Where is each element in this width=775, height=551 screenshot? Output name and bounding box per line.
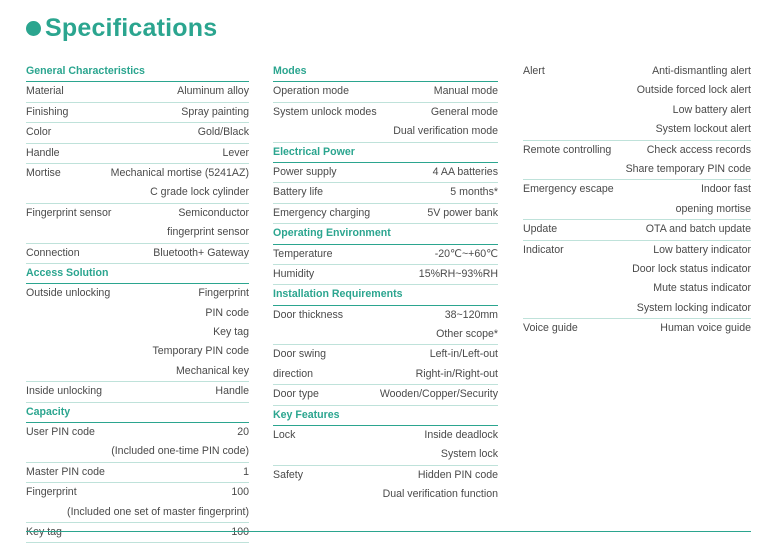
spec-value: System lock (440, 448, 498, 461)
section-header-label: Electrical Power (273, 145, 355, 158)
spec-label: Connection (26, 246, 80, 259)
spec-label: Update (523, 223, 558, 236)
spec-label: direction (273, 367, 314, 380)
spec-value: Mechanical key (175, 364, 249, 377)
spec-row (523, 200, 751, 220)
spec-row (523, 220, 751, 240)
spec-row (523, 279, 751, 298)
spec-value: 4 AA batteries (432, 165, 498, 178)
spec-row (273, 345, 498, 364)
section-header (26, 264, 249, 284)
spec-label: System unlock modes (273, 105, 377, 118)
spec-row (26, 223, 249, 243)
spec-row (26, 503, 249, 523)
spec-label: Fingerprint sensor (26, 206, 112, 219)
spec-row (26, 483, 249, 502)
section-header-label: Modes (273, 65, 307, 77)
spec-value: Temporary PIN code (152, 345, 249, 358)
spec-label: Outside unlocking (26, 287, 111, 300)
spec-row (273, 306, 498, 325)
spec-label: Master PIN code (26, 465, 105, 478)
spec-value (62, 523, 249, 542)
spec-row (523, 141, 751, 160)
spec-label: Operation mode (273, 85, 349, 98)
spec-value: Inside deadlock (424, 429, 498, 442)
spec-value: Outside forced lock alert (636, 84, 751, 97)
spec-label: Color (26, 126, 52, 139)
section-header (273, 285, 498, 305)
spec-label: Safety (273, 468, 304, 481)
section-header (273, 62, 498, 82)
spec-row (523, 180, 751, 199)
spec-row (273, 103, 498, 122)
spec-label: Mortise (26, 166, 61, 179)
spec-row (523, 62, 751, 81)
spec-row (26, 304, 249, 323)
spec-row (273, 122, 498, 142)
spec-value: 15%RH~93%RH (418, 267, 498, 280)
spec-label: Emergency charging (273, 206, 371, 219)
spec-label: Door type (273, 388, 319, 401)
spec-row (273, 365, 498, 385)
spec-label: Fingerprint (26, 486, 77, 499)
bottom-divider (26, 531, 751, 532)
spec-value: opening mortise (675, 202, 751, 215)
spec-label: Alert (523, 65, 545, 77)
spec-row (26, 183, 249, 203)
spec-value: PIN code (205, 306, 249, 319)
spec-value: Handle (215, 385, 249, 398)
spec-row (26, 284, 249, 303)
spec-value: 1 (243, 465, 249, 478)
spec-value: 20 (237, 426, 249, 439)
spec-row (273, 485, 498, 504)
spec-value: Aluminum alloy (177, 85, 249, 98)
spec-row (26, 362, 249, 382)
spec-label: Lock (273, 429, 296, 442)
spec-value: 5V power bank (427, 206, 498, 219)
spec-row (26, 164, 249, 183)
spec-label: Remote controlling (523, 143, 612, 156)
section-header-label: Access Solution (26, 266, 109, 279)
spec-value: Right-in/Right-out (415, 367, 498, 380)
spec-label: Battery life (273, 186, 324, 199)
spec-row (26, 144, 249, 164)
spec-value: Low battery indicator (653, 243, 751, 256)
spec-row (26, 82, 249, 102)
spec-value: 100 (231, 486, 249, 499)
spec-row (523, 299, 751, 319)
spec-row (26, 323, 249, 342)
spec-value: 38~120mm (444, 308, 498, 321)
spec-value: Manual mode (433, 85, 498, 98)
spec-value: Other scope* (436, 328, 498, 341)
spec-value: Semiconductor (178, 206, 249, 219)
spec-value: Hidden PIN code (417, 468, 498, 481)
spec-value: Door lock status indicator (632, 262, 751, 275)
spec-value: Spray painting (181, 105, 249, 118)
spec-value: Share temporary PIN code (625, 162, 751, 175)
spec-row (26, 103, 249, 123)
spec-label: Inside unlocking (26, 385, 102, 398)
spec-row (273, 445, 498, 465)
spec-row (273, 183, 498, 203)
spec-row (523, 319, 751, 338)
spec-label: Door thickness (273, 308, 344, 321)
spec-row (523, 101, 751, 120)
spec-row (523, 81, 751, 100)
spec-value: Key tag (213, 326, 249, 339)
section-header-label: General Characteristics (26, 65, 145, 77)
spec-label: Temperature (273, 247, 333, 260)
spec-row (26, 244, 249, 264)
spec-value: Fingerprint (198, 287, 249, 300)
spec-row (523, 120, 751, 140)
spec-row (273, 385, 498, 405)
spec-row (273, 426, 498, 445)
spec-row (273, 82, 498, 102)
column-modes (273, 62, 498, 505)
section-header-label: Capacity (26, 405, 71, 418)
spec-row (26, 204, 249, 223)
spec-label: Finishing (26, 105, 69, 118)
spec-label: Material (26, 85, 64, 98)
spec-row (523, 260, 751, 279)
spec-label: Indicator (523, 243, 564, 256)
spec-row (273, 325, 498, 345)
spec-value: fingerprint sensor (167, 226, 249, 239)
section-header (273, 224, 498, 244)
spec-label: Power supply (273, 165, 337, 178)
section-header (26, 62, 249, 82)
spec-row (523, 160, 751, 180)
section-header-label: Installation Requirements (273, 288, 403, 301)
spec-value: Mute status indicator (653, 282, 751, 295)
spec-row (273, 245, 498, 265)
page-title: Specifications (45, 14, 218, 42)
title-block (26, 14, 217, 43)
spec-row (26, 442, 249, 462)
spec-value: (Included one set of master fingerprint) (67, 505, 249, 518)
spec-value: (Included one-time PIN code) (111, 445, 249, 458)
spec-label: Door swing (273, 348, 326, 361)
spec-value: Dual verification mode (393, 125, 498, 138)
spec-label: Handle (26, 146, 60, 159)
spec-row (523, 241, 751, 260)
column-alerts (523, 62, 751, 338)
spec-value: System locking indicator (636, 301, 751, 314)
spec-value: Bluetooth+ Gateway (153, 246, 249, 259)
column-general (26, 62, 249, 543)
spec-row (26, 463, 249, 483)
spec-label (26, 523, 62, 542)
spec-value: 5 months* (450, 186, 498, 199)
spec-row (273, 163, 498, 183)
section-header (273, 406, 498, 426)
spec-value: Indoor fast (700, 183, 751, 196)
spec-label: Humidity (273, 267, 315, 280)
spec-row (26, 123, 249, 143)
spec-value: Low battery alert (672, 103, 751, 116)
section-header (26, 403, 249, 423)
spec-value: OTA and batch update (645, 223, 751, 236)
spec-value: System lockout alert (655, 123, 751, 136)
spec-row (26, 342, 249, 361)
spec-value: Human voice guide (660, 322, 751, 335)
spec-row (26, 423, 249, 442)
spec-value: Lever (222, 146, 249, 159)
section-header-label: Operating Environment (273, 227, 391, 240)
spec-row (273, 204, 498, 224)
spec-value: Left-in/Left-out (429, 348, 498, 361)
spec-value: Anti-dismantling alert (652, 65, 751, 77)
spec-value: Mechanical mortise (5241AZ) (110, 166, 249, 179)
spec-value: Gold/Black (197, 126, 249, 139)
spec-value: Check access records (646, 143, 751, 156)
spec-value: General mode (430, 105, 498, 118)
spec-value: C grade lock cylinder (150, 186, 249, 199)
spec-row (273, 265, 498, 285)
spec-row (273, 466, 498, 485)
spec-label: Voice guide (523, 322, 578, 335)
spec-label: Emergency escape (523, 183, 614, 196)
section-header (273, 143, 498, 163)
spec-row (26, 382, 249, 402)
spec-label: User PIN code (26, 426, 95, 439)
spec-value: -20℃~+60℃ (434, 247, 498, 260)
spec-row (26, 523, 249, 543)
spec-value: Dual verification function (382, 488, 498, 501)
spec-value: Wooden/Copper/Security (379, 388, 498, 401)
section-header-label: Key Features (273, 408, 340, 421)
bullet-dot-icon (26, 21, 41, 36)
